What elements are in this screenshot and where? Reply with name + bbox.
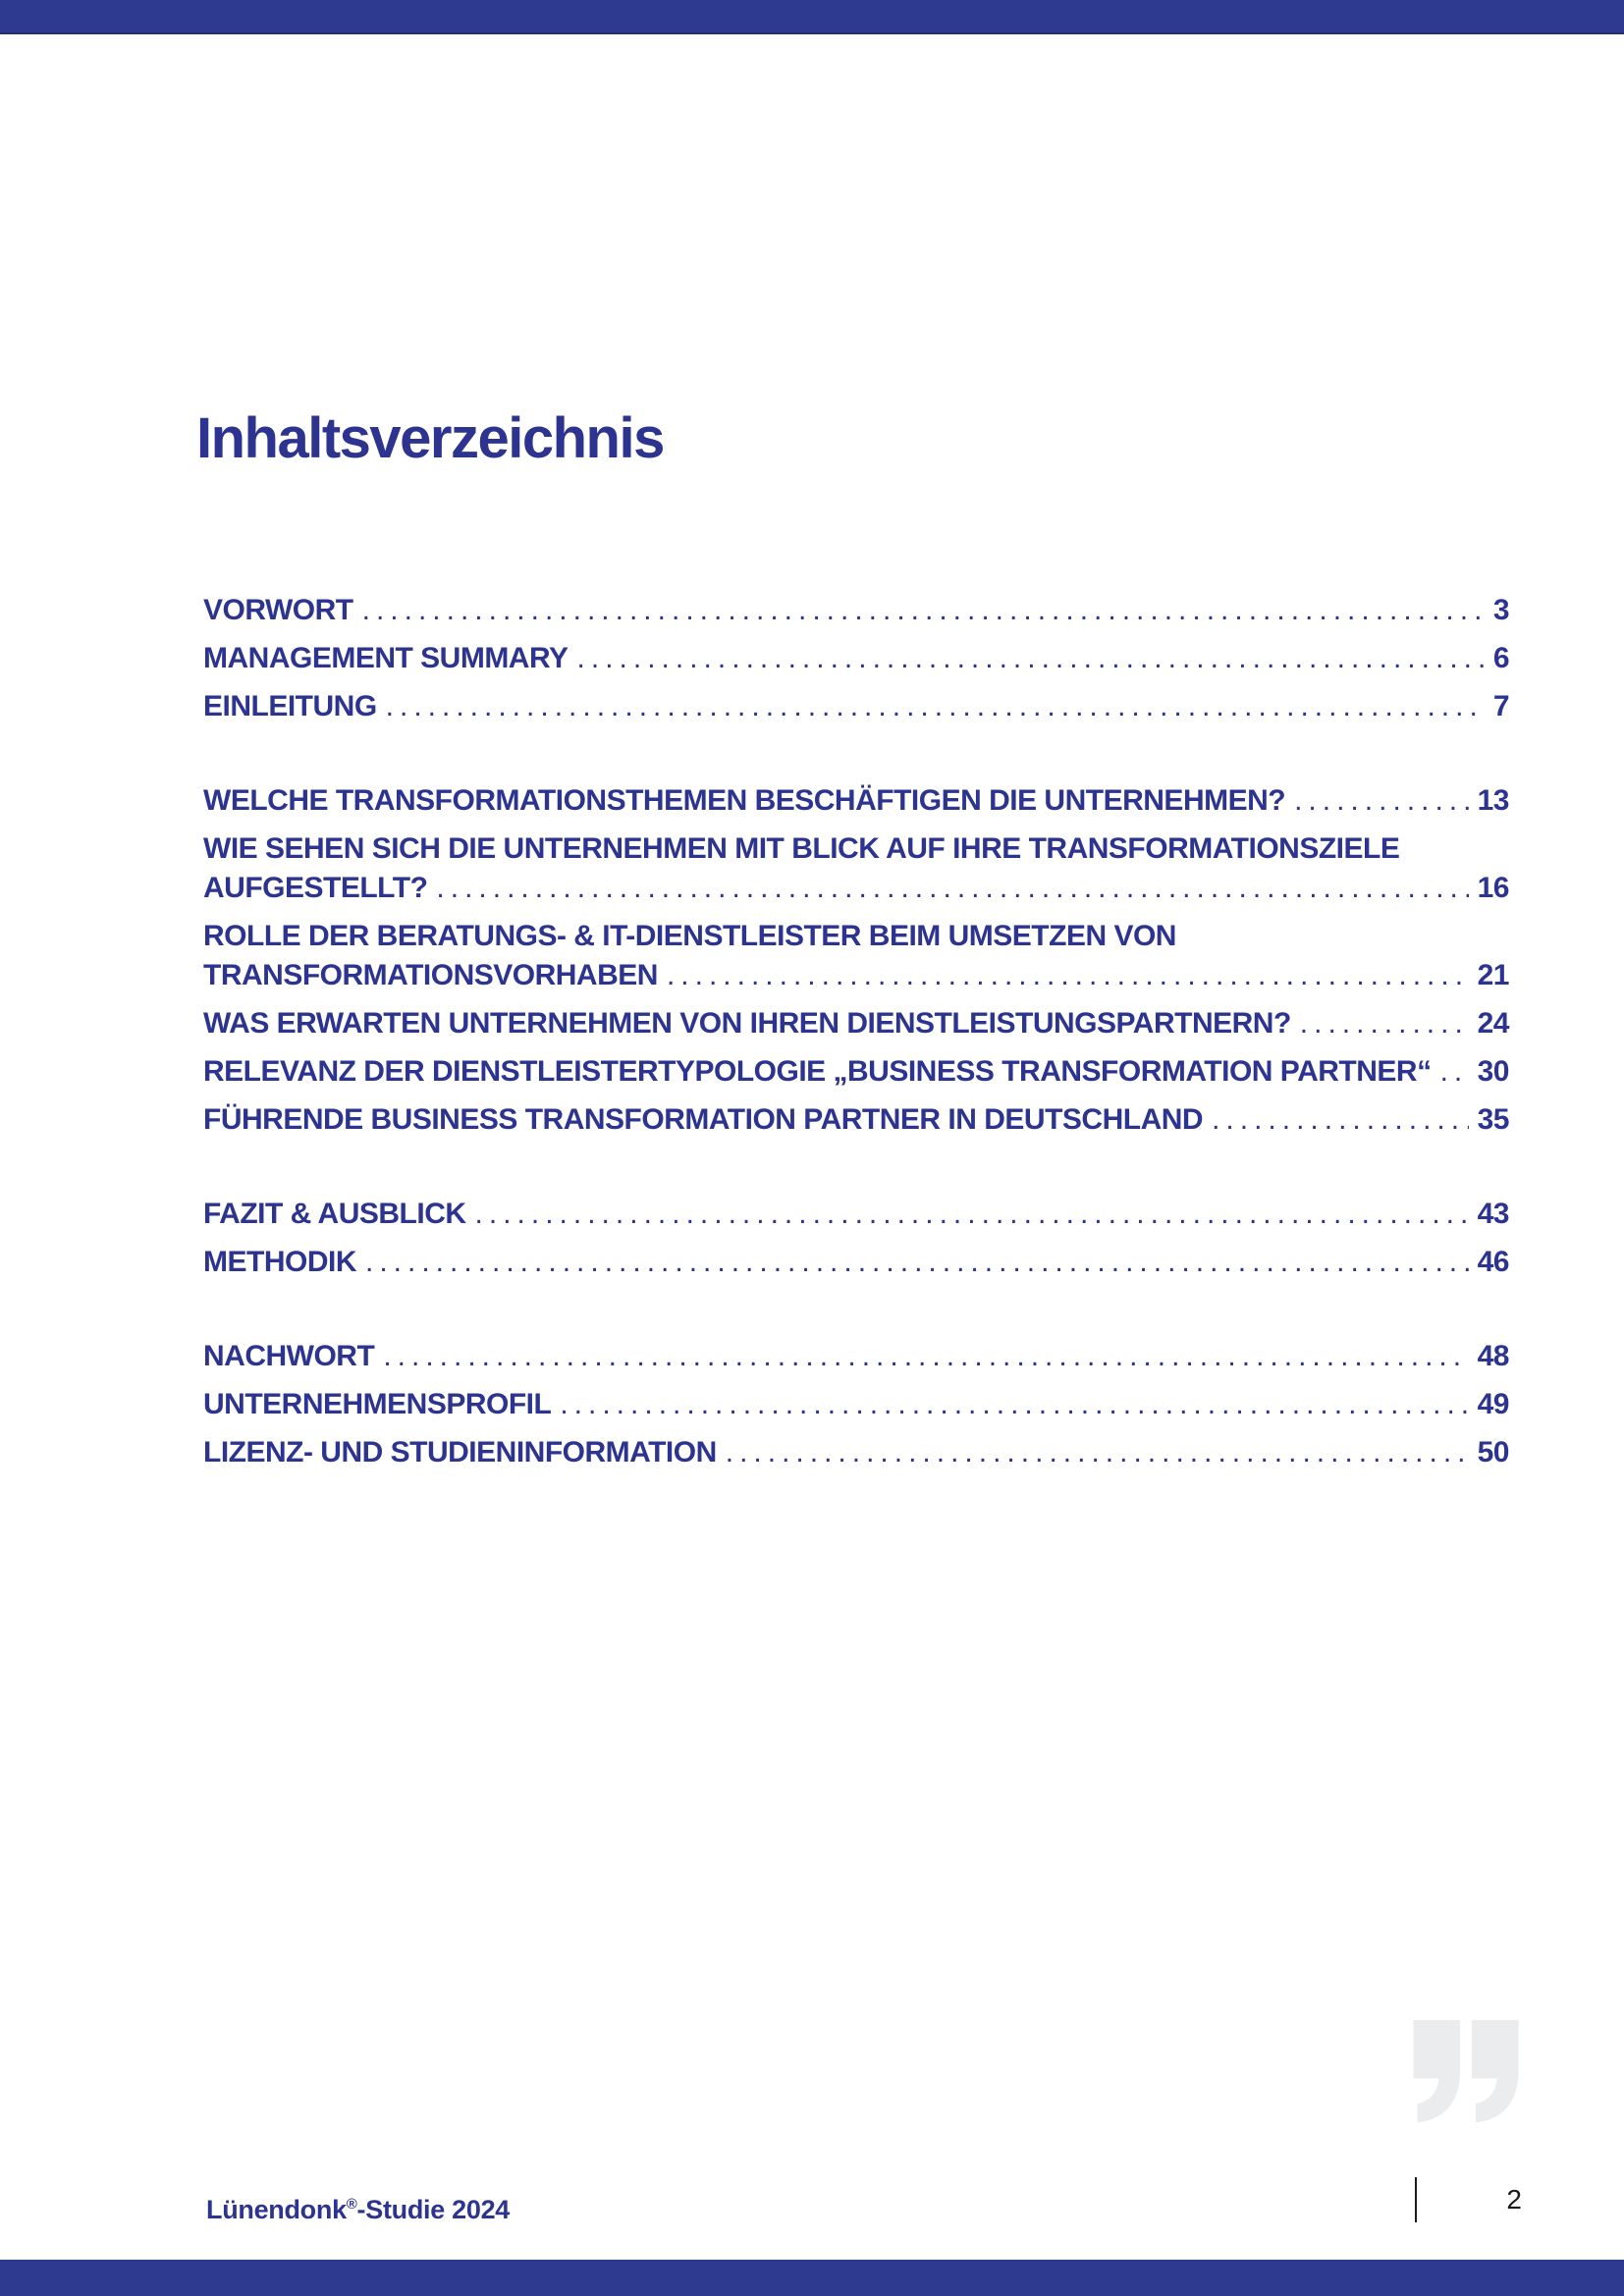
toc-entry-label: LIZENZ- UND STUDIENINFORMATION <box>203 1436 717 1468</box>
dotted-leader <box>726 1433 1469 1472</box>
toc-entry-page: 35 <box>1477 1103 1509 1136</box>
dotted-leader <box>1212 1100 1469 1140</box>
table-of-contents <box>203 591 1509 1481</box>
toc-entry-label: WIE SEHEN SICH DIE UNTERNEHMEN MIT BLICK AUF IHRE TRANSFORMATIONSZIELE <box>203 832 1400 865</box>
dotted-leader <box>1294 781 1469 821</box>
toc-entry-page: 50 <box>1477 1436 1509 1468</box>
toc-entry[interactable] <box>203 917 1509 995</box>
toc-entry-page: 13 <box>1477 784 1509 817</box>
toc-group <box>203 591 1509 726</box>
dotted-leader <box>362 591 1485 630</box>
dotted-leader <box>475 1195 1469 1234</box>
dotted-leader <box>383 1337 1468 1376</box>
toc-entry[interactable] <box>203 1337 1509 1376</box>
toc-entry-label: FÜHRENDE BUSINESS TRANSFORMATION PARTNER IN DEUTSCHLAND <box>203 1103 1204 1136</box>
dotted-leader <box>386 687 1485 726</box>
toc-entry[interactable] <box>203 1433 1509 1472</box>
toc-group <box>203 1195 1509 1282</box>
toc-entry[interactable] <box>203 1243 1509 1282</box>
footer-brand: Lünendonk <box>206 2195 347 2224</box>
toc-entry-label: WAS ERWARTEN UNTERNEHMEN VON IHREN DIENSTLEISTUNGSPARTNERN? <box>203 1007 1291 1040</box>
toc-entry-page: 49 <box>1477 1388 1509 1420</box>
toc-entry-label: ROLLE DER BERATUNGS- & IT-DIENSTLEISTER BEIM UMSETZEN VON <box>203 920 1176 952</box>
toc-entry[interactable] <box>203 781 1509 821</box>
dotted-leader <box>1440 1052 1469 1092</box>
toc-entry[interactable] <box>203 639 1509 678</box>
toc-entry-page: 16 <box>1477 872 1509 904</box>
dotted-leader <box>560 1385 1468 1424</box>
dotted-leader <box>436 869 1468 908</box>
toc-entry-label: AUFGESTELLT? <box>203 872 428 904</box>
toc-entry[interactable] <box>203 687 1509 726</box>
toc-group <box>203 1337 1509 1472</box>
toc-entry-label: NACHWORT <box>203 1340 375 1372</box>
toc-entry-label: METHODIK <box>203 1246 356 1278</box>
footer-study-label <box>206 2195 510 2225</box>
toc-entry-label: EINLEITUNG <box>203 690 377 722</box>
toc-entry-page: 7 <box>1492 690 1509 722</box>
toc-entry-page: 6 <box>1492 642 1509 674</box>
toc-entry-label: UNTERNEHMENSPROFIL <box>203 1388 552 1420</box>
toc-entry-page: 48 <box>1477 1340 1509 1372</box>
dotted-leader <box>1300 1004 1469 1043</box>
toc-entry-page: 21 <box>1477 959 1509 991</box>
toc-entry-label: WELCHE TRANSFORMATIONSTHEMEN BESCHÄFTIGEN DIE UNTERNEHMEN? <box>203 784 1286 817</box>
page-number: 2 <box>1506 2184 1522 2215</box>
page-title: Inhaltsverzeichnis <box>196 406 664 470</box>
toc-entry-page: 30 <box>1477 1055 1509 1088</box>
toc-entry-label: RELEVANZ DER DIENSTLEISTERTYPOLOGIE „BUSINESS TRANSFORMATION PARTNER“ <box>203 1055 1432 1088</box>
toc-entry-label: FAZIT & AUSBLICK <box>203 1198 466 1230</box>
toc-entry[interactable] <box>203 1100 1509 1140</box>
toc-entry[interactable] <box>203 591 1509 630</box>
toc-entry-label: MANAGEMENT SUMMARY <box>203 642 568 674</box>
toc-entry-label: VORWORT <box>203 594 353 626</box>
dotted-leader <box>667 956 1469 995</box>
toc-entry-page: 3 <box>1492 594 1509 626</box>
toc-entry-label: TRANSFORMATIONSVORHABEN <box>203 959 658 991</box>
toc-entry[interactable] <box>203 1004 1509 1043</box>
footer-study-suffix: -Studie 2024 <box>356 2195 511 2224</box>
toc-entry-page: 46 <box>1477 1246 1509 1278</box>
toc-entry-page: 43 <box>1477 1198 1509 1230</box>
toc-entry[interactable] <box>203 1195 1509 1234</box>
quote-mark-icon <box>1412 2020 1520 2122</box>
dotted-leader <box>577 639 1485 678</box>
toc-entry[interactable] <box>203 1052 1509 1092</box>
footer-divider <box>1415 2177 1417 2222</box>
toc-group <box>203 781 1509 1140</box>
toc-entry[interactable] <box>203 1385 1509 1424</box>
toc-entry[interactable] <box>203 829 1509 908</box>
toc-entry-page: 24 <box>1477 1007 1509 1040</box>
top-banner <box>0 0 1624 34</box>
dotted-leader <box>365 1243 1469 1282</box>
bottom-banner <box>0 2260 1624 2296</box>
registered-trademark-symbol: ® <box>346 2196 357 2213</box>
